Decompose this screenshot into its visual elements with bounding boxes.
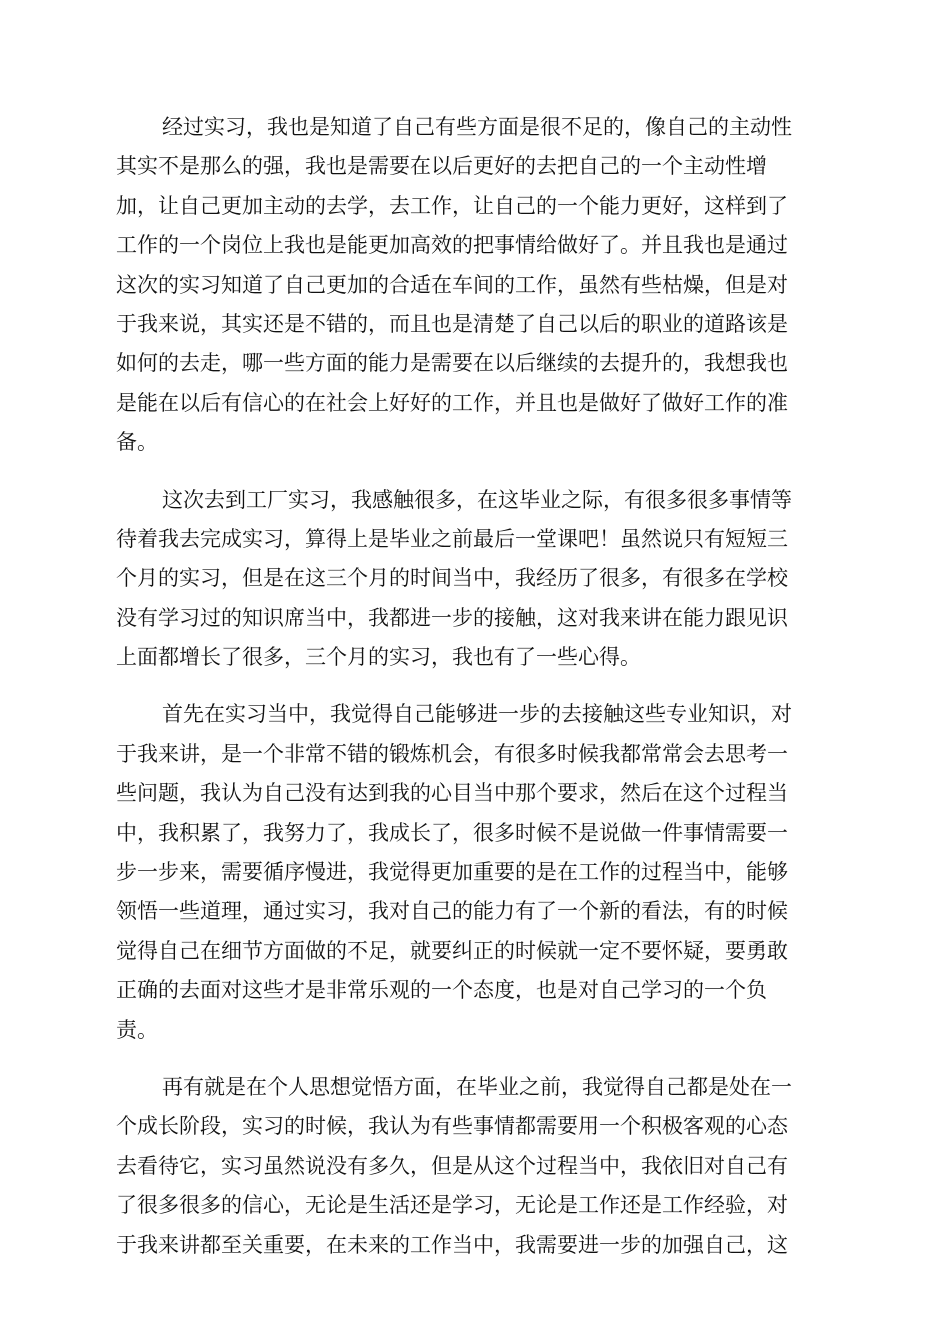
text-line: 责。 <box>116 1017 158 1042</box>
text-line: 步一步来，需要循序慢进，我觉得更加重要的是在工作的过程当中，能够 <box>116 860 788 885</box>
text-line: 工作的一个岗位上我也是能更加高效的把事情给做好了。并且我也是通过 <box>116 233 788 258</box>
text-line: 觉得自己在细节方面做的不足，就要纠正的时候就一定不要怀疑，要勇敢 <box>116 938 788 963</box>
text-line: 于我来讲，是一个非常不错的锻炼机会，有很多时候我都常常会去思考一 <box>116 741 788 766</box>
paragraph-2 <box>116 481 834 678</box>
text-line: 中，我积累了，我努力了，我成长了，很多时候不是说做一件事情需要一 <box>116 820 788 845</box>
text-line: 去看待它，实习虽然说没有多久，但是从这个过程当中，我依旧对自己有 <box>116 1153 788 1178</box>
text-line: 领悟一些道理，通过实习，我对自己的能力有了一个新的看法，有的时候 <box>116 899 788 924</box>
text-line: 再有就是在个人思想觉悟方面，在毕业之前，我觉得自己都是处在一 <box>162 1074 792 1099</box>
paragraph-3 <box>116 695 834 1050</box>
text-line: 没有学习过的知识席当中，我都进一步的接触，这对我来讲在能力跟见识 <box>116 605 788 630</box>
text-line: 这次的实习知道了自己更加的合适在车间的工作，虽然有些枯燥，但是对 <box>116 272 788 297</box>
text-line: 是能在以后有信心的在社会上好好的工作，并且也是做好了做好工作的准 <box>116 390 788 415</box>
text-line: 正确的去面对这些才是非常乐观的一个态度，也是对自己学习的一个负 <box>116 978 767 1003</box>
text-line: 于我来说，其实还是不错的，而且也是清楚了自己以后的职业的道路该是 <box>116 311 788 336</box>
text-line: 经过实习，我也是知道了自己有些方面是很不足的，像自己的主动性 <box>162 115 792 139</box>
text-line: 备。 <box>116 430 158 455</box>
text-line: 如何的去走，哪一些方面的能力是需要在以后继续的去提升的，我想我也 <box>116 351 788 376</box>
text-line: 了很多很多的信心，无论是生活还是学习，无论是工作还是工作经验，对 <box>116 1193 788 1218</box>
text-line: 些问题，我认为自己没有达到我的心目当中那个要求，然后在这个过程当 <box>116 781 788 806</box>
document-body <box>116 108 834 1283</box>
text-line: 待着我去完成实习，算得上是毕业之前最后一堂课吧！虽然说只有短短三 <box>116 526 788 551</box>
text-line: 这次去到工厂实习，我感触很多，在这毕业之际，有很多很多事情等 <box>162 487 792 512</box>
paragraph-4 <box>116 1068 834 1265</box>
text-line: 个成长阶段，实习的时候，我认为有些事情都需要用一个积极客观的心态 <box>116 1114 788 1139</box>
text-line: 加，让自己更加主动的去学，去工作，让自己的一个能力更好，这样到了 <box>116 193 788 218</box>
text-line: 首先在实习当中，我觉得自己能够进一步的去接触这些专业知识，对 <box>162 702 792 727</box>
text-line: 上面都增长了很多，三个月的实习，我也有了一些心得。 <box>116 645 641 670</box>
text-line: 个月的实习，但是在这三个月的时间当中，我经历了很多，有很多在学校 <box>116 566 788 591</box>
text-line: 其实不是那么的强，我也是需要在以后更好的去把自己的一个主动性增 <box>116 154 767 179</box>
paragraph-1 <box>116 108 834 463</box>
text-line: 于我来讲都至关重要，在未来的工作当中，我需要进一步的加强自己，这 <box>116 1232 788 1257</box>
